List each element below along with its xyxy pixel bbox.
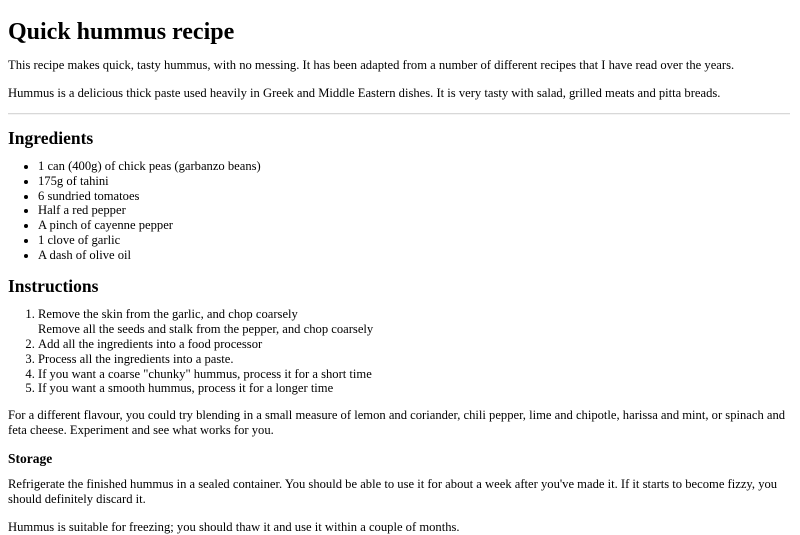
storage-paragraph-2: Hummus is suitable for freezing; you should thaw it and use it within a couple of months. (8, 519, 460, 534)
list-item: • 1 can (400g) of chick peas (garbanzo beans) (38, 159, 792, 174)
list-item: • 175g of tahini (38, 174, 792, 189)
list-item: • Half a red pepper (38, 203, 792, 218)
page-title: Quick hummus recipe (8, 19, 235, 45)
list-item: 2. Add all the ingredients into a food processor (38, 337, 792, 352)
storage-paragraph-1: Refrigerate the finished hummus in a sealed container. You should be able to use it for about a week after you've made it. If it starts to become fizzy, you should definitely discard it. (8, 477, 778, 507)
instructions-note: For a different flavour, you could try blending in a small measure of lemon and coriander, chili pepper, lime and chipotle, harissa and mint, or spinach and feta cheese. Experiment and see what works for you. (8, 408, 786, 438)
list-item: 5. If you want a smooth hummus, process it for a longer time (38, 381, 792, 396)
list-item: • A pinch of cayenne pepper (38, 218, 792, 233)
instructions-heading: Instructions (8, 275, 99, 296)
list-item: 3. Process all the ingredients into a paste. (38, 352, 792, 367)
list-item: • 6 sundried tomatoes (38, 189, 792, 204)
list-item: • A dash of olive oil (38, 248, 792, 263)
ingredients-heading: Ingredients (8, 127, 94, 148)
instructions-list (8, 307, 792, 396)
section-divider (8, 113, 790, 115)
instruction-line-continued: Remove all the seeds and stalk from the pepper, and chop coarsely (38, 321, 374, 336)
intro-paragraph-2: Hummus is a delicious thick paste used heavily in Greek and Middle Eastern dishes. It is very tasty with salad, grilled meats and pitta breads. (8, 85, 721, 100)
list-item: 4. If you want a coarse "chunky" hummus, process it for a short time (38, 367, 792, 382)
instruction-line: Remove the skin from the garlic, and chop coarsely (38, 307, 298, 322)
intro-paragraph-1: This recipe makes quick, tasty hummus, with no messing. It has been adapted from a number of different recipes that I have read over the years. (8, 58, 735, 73)
storage-heading: Storage (8, 450, 53, 466)
ingredients-list (8, 159, 792, 263)
list-item: • 1 clove of garlic (38, 233, 792, 248)
list-item (38, 307, 792, 337)
